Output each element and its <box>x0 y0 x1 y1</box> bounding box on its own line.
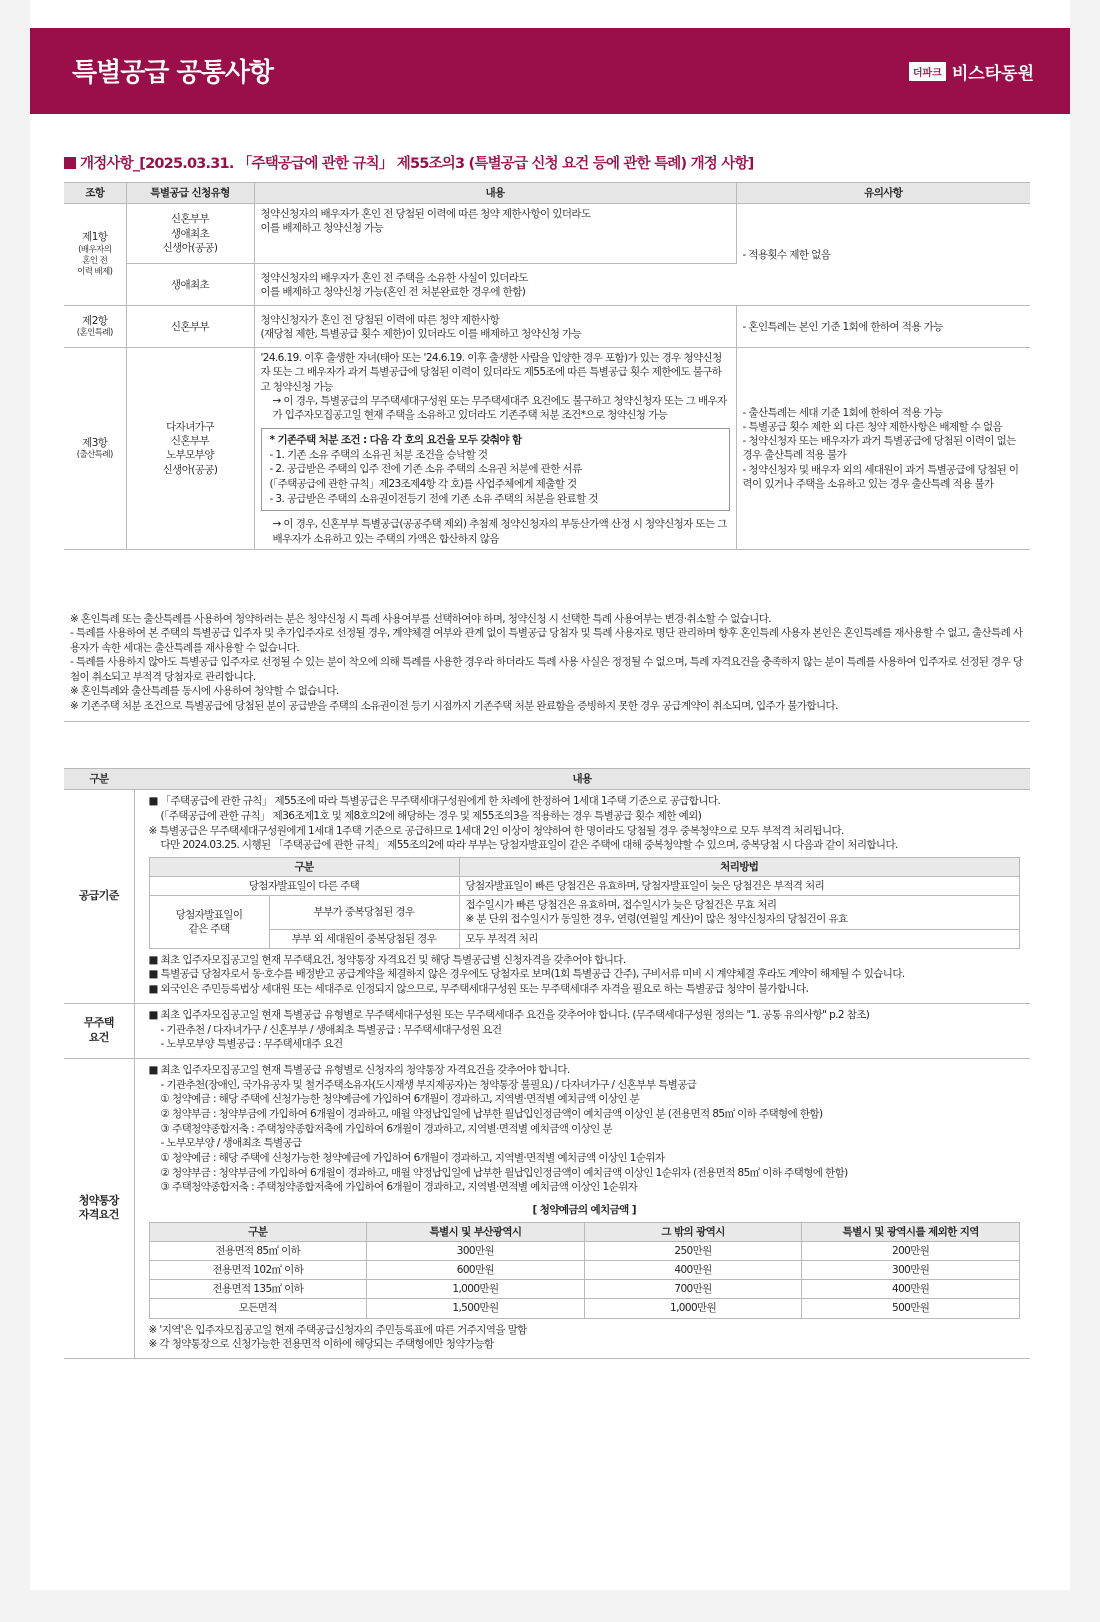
square-bullet-icon <box>64 157 76 169</box>
row-label: 공급기준 <box>64 790 134 1004</box>
table-cell: 당첨자발표일이 빠른 당첨건은 유효하며, 당첨자발표일이 늦은 당첨건은 부적격 처리 <box>459 877 1020 896</box>
box-item: - 1. 기존 소유 주택의 소유권 처분 조건을 승낙할 것 <box>269 448 488 461</box>
section-title: 개정사항_[2025.03.31. 「주택공급에 관한 규칙」 제55조의3 (특별공급 신청 요건 등에 관한 특례) 개정 사항] <box>64 152 753 173</box>
col-header: 구분 <box>64 769 134 790</box>
note-line: - 특례를 사용하지 않아도 특별공급 입주자로 선정될 수 있는 분이 착오에 의해 특례를 사용한 경우라 하더라도 특례 사용 사실은 정정될 수 없으며, 특례 자격요건을 충족하지 않는 분이 특례를 사용하여 입주자로 선정된 경우 당첨이 취소되고 부적격 당첨자로 관리합니다. <box>70 656 1023 683</box>
box-title: * 기존주택 처분 조건 : 다음 각 호의 요건을 모두 갖춰야 함 <box>269 434 522 447</box>
footnote: ※ 각 청약통장으로 신청가능한 전용면적 이하에 해당되는 주택형에만 청약가능함 <box>148 1338 494 1351</box>
note-cell <box>736 348 1030 550</box>
table-cell: 부부가 중복당첨된 경우 <box>269 896 459 929</box>
table-cell: 부부 외 세대원이 중복당첨된 경우 <box>269 929 459 948</box>
box-item: - 2. 공급받은 주택의 입주 전에 기존 소유 주택의 소유권 처분에 관한 서류 (「주택공급에 관한 규칙」제23조제4항 각 호)를 사업주체에게 제출할 것 <box>269 463 582 491</box>
content-cell: 청약신청자가 혼인 전 당첨된 이력에 따른 청약 제한사항 (재당첨 제한, 특별공급 횟수 제한)이 있더라도 이를 배제하고 청약신청 가능 <box>254 306 736 348</box>
table-row: 모든면적 1,500만원 1,000만원 500만원 <box>149 1299 1020 1318</box>
table-row: 전용면적 135㎡ 이하 1,000만원 700만원 400만원 <box>149 1280 1020 1299</box>
note-line: ※ 혼인특례 또는 출산특례를 사용하여 청약하려는 분은 청약신청 시 특례 사용여부를 선택하여야 하며, 청약신청 시 선택한 특례 사용여부는 변경·취소할 수 없습니다. <box>70 613 772 625</box>
table-cell: 당첨자발표일이 다른 주택 <box>149 877 459 896</box>
clause-cell: 제3항 (출산특례) <box>64 348 126 550</box>
brand-logo <box>909 59 1034 84</box>
brand-name: 비스타동원 <box>951 64 1034 84</box>
note-item: - 특별공급 횟수 제한 외 다른 청약 제한사항은 배제할 수 없음 <box>742 421 1003 434</box>
account-requirements: ■ 최초 입주자모집공고일 현재 특별공급 유형별로 신청자의 청약통장 자격요건을 갖추어야 합니다. - 기관추천(장애인, 국가유공자 및 철거주택소유자(도시재생 부지제공자)는 청약통장 불필요) / 다자녀가구 / 신혼부부 특별공급 ① 청약예금 : 해당 주택에 신청가능한 청약예금에 가입하여 6개월이 경과하고, 지역별·면적별 예치금액 이상인 분 ② 청약부금 : 청약부금에 가입하여 6개월이 경과하고, 매월 약정납입일에 납부한 월납입인정금액이 예치금액 이상인 분 (전용면적 85㎡ 이하 주택형에 한함) ③ 주택청약종합저축 : 주택청약종합저축에 가입하여 6개월이 경과하고, 지역별·면적별 예치금액 이상인 분 - 노부모부양 / 생애최초 특별공급 ① 청약예금 : 해당 주택에 신청가능한 청약예금에 가입하여 6개월이 경과하고, 지역별·면적별 예치금액 이상인 1순위자 ② 청약부금 : 청약부금에 가입하여 6개월이 경과하고, 매월 약정납입일에 납부한 월납입인정금액이 예치금액 이상인 1순위자 (전용면적 85㎡ 이하 주택형에 한함) ③ 주택청약종합저축 : 주택청약종합저축에 가입하여 6개월이 경과하고, 지역별·면적별 예치금액 이상인 1순위자 [ 청약예금의 예치금액 ] 구분 특별시 및 부산광역시 그 밖의 광역시 특별시 및 광역시를 제외한 지역 전용면적 85㎡ 이하 300만원 250만원 200만원 전용면적 102㎡ 이하 600만원 400만원 300만원 전용면적 135㎡ 이하 1,000만원 700만원 400만원 모든면적 1,500만원 1,000만원 500만원 ※ '지역'은 입주자모집공고일 현재 주택공급신청자의 주민등록표에 따른 거주지역을 말함 ※ 각 청약통장으로 신청가능한 전용면적 이하에 해당되는 주택형에만 청약가능함 <box>134 1058 1030 1358</box>
revision-table <box>64 182 1030 550</box>
clause-cell: 제1항 (배우자의 혼인 전 이력 배제) <box>64 204 126 306</box>
deposit-table: 구분 특별시 및 부산광역시 그 밖의 광역시 특별시 및 광역시를 제외한 지역 전용면적 85㎡ 이하 300만원 250만원 200만원 전용면적 102㎡ 이하 600만원 400만원 300만원 전용면적 135㎡ 이하 1,000만원 700만원 400만원 모든면적 1,500만원 1,000만원 500만원 <box>149 1222 1021 1319</box>
row-label: 청약통장 자격요건 <box>64 1058 134 1358</box>
homeless-requirements: ■ 최초 입주자모집공고일 현재 특별공급 유형별로 무주택세대구성원 또는 무주택세대주 요건을 갖추어야 합니다. (무주택세대구성원 정의는 "1. 공통 유의사항" p.2 참조) - 기관추천 / 다자녀가구 / 신혼부부 / 생애최초 특별공급 : 무주택세대구성원 요건 - 노부모부양 특별공급 : 무주택세대주 요건 <box>134 1003 1030 1058</box>
clause-cell: 제2항 (혼인특례) <box>64 306 126 348</box>
col-header: 특별공급 신청유형 <box>126 183 254 204</box>
col-header: 내용 <box>254 183 736 204</box>
common-table <box>64 768 1030 1359</box>
content-cell: 청약신청자의 배우자가 혼인 전 주택을 소유한 사실이 있더라도 이를 배제하고 청약신청 가능(혼인 전 처분완료한 경우에 한함) <box>254 264 736 306</box>
row-label: 무주택 요건 <box>64 1003 134 1058</box>
note-cell: - 혼인특례는 본인 기준 1회에 한하여 적용 가능 <box>736 306 1030 348</box>
type-cell: 생애최초 <box>126 264 254 306</box>
brand-tag: 더파크 <box>909 62 946 81</box>
paragraph: → 이 경우, 특별공급의 무주택세대구성원 또는 무주택세대주 요건에도 불구하고 청약신청자 또는 그 배우자가 입주자모집공고일 현재 주택을 소유하고 있더라도 기존주택 처분 조건*으로 청약신청 가능 <box>272 394 727 421</box>
note-line: ※ 혼인특례와 출산특례를 동시에 사용하여 청약할 수 없습니다. <box>70 685 339 698</box>
deposit-table-title: [ 청약예금의 예치금액 ] <box>532 1204 636 1217</box>
type-cell: 다자녀가구 신혼부부 노부모부양 신생아(공공) <box>126 348 254 550</box>
col-header: 조항 <box>64 183 126 204</box>
table-cell: 접수일시가 빠른 당첨건은 유효하며, 접수일시가 늦은 당첨건은 무효 처리 ※ 분 단위 접수일시가 동일한 경우, 연령(연월일 계산)이 많은 청약신청자의 당첨건이 유효 <box>459 896 1020 929</box>
note-item: - 출산특례는 세대 기준 1회에 한하여 적용 가능 <box>742 406 943 419</box>
note-item: - 청약신청자 및 배우자 외의 세대원이 과거 특별공급에 당첨된 이력이 있거나 주택을 소유하고 있는 경우 출산특례 적용 불가 <box>742 463 1019 490</box>
col-header: 처리방법 <box>459 857 1020 876</box>
page-header <box>30 28 1070 114</box>
table-row: 전용면적 102㎡ 이하 600만원 400만원 300만원 <box>149 1261 1020 1280</box>
type-cell: 신혼부부 생애최초 신생아(공공) <box>126 204 254 264</box>
content-cell <box>254 348 736 550</box>
table-cell: 모두 부적격 처리 <box>459 929 1020 948</box>
supply-criteria: ■ 「주택공급에 관한 규칙」 제55조에 따라 특별공급은 무주택세대구성원에게 한 차례에 한정하여 1세대 1주택 기준으로 공급합니다. (「주택공급에 관한 규칙」 제36조제1호 및 제8호의2에 해당하는 경우 및 제55조의3을 적용하는 경우 특별공급 횟수 제한 예외) ※ 특별공급은 무주택세대구성원에게 1세대 1주택 기준으로 공급하므로 1세대 2인 이상이 청약하여 한 명이라도 당첨될 경우 중복청약으로 모두 부적격 처리됩니다. 다만 2024.03.25. 시행된 「주택공급에 관한 규칙」 제55조의2에 따라 부부는 당첨자발표일이 같은 주택에 대해 중복청약할 수 있으며, 중복당첨 시 다음과 같이 처리합니다. 구분 처리방법 당첨자발표일이 다른 주택 당첨자발표일이 빠른 당첨건은 유효하며, 당첨자발표일이 늦은 당첨건은 부적격 처리 당첨자발표일이 같은 주택 부부가 중복당첨된 경우 접수일시가 빠른 당첨건은 유효하며, 접수일시가 늦은 당첨건은 무효 처리 ※ 분 단위 접수일시가 동일한 경우, 연령(연월일 계산)이 많은 청약신청자의 당첨건이 유효 부부 외 세대원이 중복당첨된 경우 모두 부적격 처리 ■ 최초 입주자모집공고일 현재 무주택요건, 청약통장 자격요건 및 해당 특별공급별 신청자격을 갖추어야 합니다. ■ 특별공급 당첨자로서 동·호수를 배정받고 공급계약을 체결하지 않은 경우에도 당첨자로 보며(1회 특별공급 간주), 구비서류 미비 시 계약체결 후라도 계약이 해제될 수 있습니다. ■ 외국인은 주민등록법상 세대원 또는 세대주로 인정되지 않으므로, 무주택세대구성원 또는 무주택세대주 자격을 필요로 하는 특별공급 청약이 불가합니다. <box>134 790 1030 1004</box>
col-header: 내용 <box>134 769 1030 790</box>
note-cell: - 적용횟수 제한 없음 <box>736 204 1030 306</box>
col-header: 유의사항 <box>736 183 1030 204</box>
col-header: 구분 <box>149 857 459 876</box>
footnote: ※ '지역'은 입주자모집공고일 현재 주택공급신청자의 주민등록표에 따른 거주지역을 말함 <box>148 1323 527 1336</box>
type-cell: 신혼부부 <box>126 306 254 348</box>
table-row: 전용면적 85㎡ 이하 300만원 250만원 200만원 <box>149 1241 1020 1260</box>
note-line: ※ 기존주택 처분 조건으로 특별공급에 당첨된 분이 공급받을 주택의 소유권이전 등기 시점까지 기존주택 처분 완료함을 증빙하지 못한 경우 공급계약이 취소되며, 입주가 불가합니다. <box>70 699 838 712</box>
condition-box <box>261 428 730 511</box>
box-item: - 3. 공급받은 주택의 소유권이전등기 전에 기존 소유 주택의 처분을 완료할 것 <box>269 492 598 505</box>
paragraph: → 이 경우, 신혼부부 특별공급(공공주택 제외) 추첨제 청약신청자의 부동산가액 산정 시 청약신청자 또는 그 배우자가 소유하고 있는 주택의 가액은 합산하지 않음 <box>272 518 727 545</box>
duplicate-win-table <box>149 857 1021 949</box>
note-item: - 청약신청자 또는 배우자가 과거 특별공급에 당첨된 이력이 없는 경우 출산특례 적용 불가 <box>742 435 1016 462</box>
page-title: 특별공급 공통사항 <box>72 58 273 88</box>
table-cell: 당첨자발표일이 같은 주택 <box>149 896 269 949</box>
paragraph: '24.6.19. 이후 출생한 자녀(태아 또는 '24.6.19. 이후 출생한 사람을 입양한 경우 포함)가 있는 경우 청약신청자 또는 그 배우자가 과거 특별공급에 당첨된 이력이 있더라도 제55조에 따른 특별공급 횟수 제한에도 불구하고 청약신청 가능 <box>260 352 722 393</box>
content-cell: 청약신청자의 배우자가 혼인 전 당첨된 이력에 따른 청약 제한사항이 있더라도 이를 배제하고 청약신청 가능 <box>254 204 736 264</box>
special-notes <box>64 612 1030 722</box>
note-line: - 특례를 사용하여 본 주택의 특별공급 입주자 및 추가입주자로 선정될 경우, 계약체결 여부와 관계 없이 특별공급 당첨자 및 특례 사용자로 명단 관리하며 향후 혼인특례 사용자 본인은 혼인특례를 재사용할 수 없고, 출산특례 사용자가 속한 세대는 출산특례를 재사용할 수 없습니다. <box>70 627 1023 654</box>
